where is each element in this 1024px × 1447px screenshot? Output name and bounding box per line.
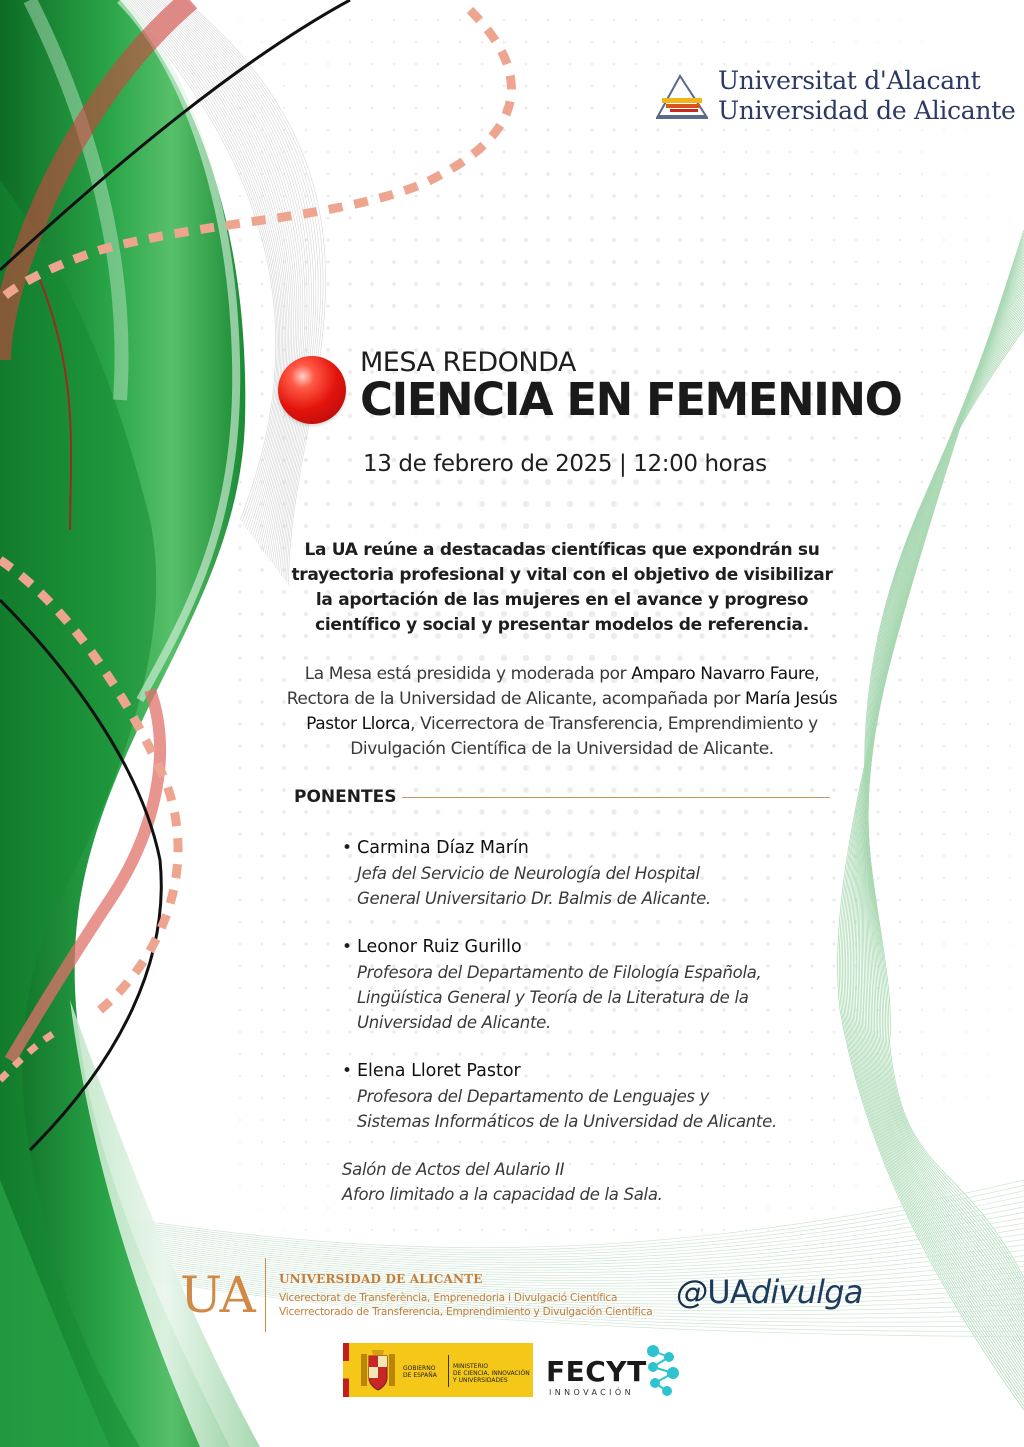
- university-name-es: Universidad de Alicante: [718, 96, 1016, 125]
- speaker-item: [342, 836, 842, 911]
- bullet-icon: •: [342, 937, 353, 957]
- at-sign: @: [676, 1273, 708, 1311]
- presidency-paragraph: [282, 662, 842, 762]
- ministerio-line: Y UNIVERSIDADES: [453, 1377, 508, 1384]
- speaker-item: [342, 935, 842, 1035]
- ua-footer-name: UNIVERSIDAD DE ALICANTE: [279, 1272, 483, 1286]
- event-datetime: 13 de febrero de 2025 | 12:00 horas: [363, 451, 767, 477]
- gobierno-line: DE ESPAÑA: [403, 1372, 437, 1379]
- ministerio-text: [453, 1363, 530, 1384]
- event-kicker: MESA REDONDA: [360, 347, 576, 378]
- presidency-text-3: , Vicerrectora de Transferencia, Emprendimiento y Divulgación Científica de la Universidad de Alicante.: [350, 714, 818, 759]
- ministerio-line: DE CIENCIA, INNOVACIÓN: [453, 1370, 530, 1377]
- flag-stripe: [343, 1343, 349, 1397]
- speaker-item: [342, 1059, 842, 1134]
- intro-paragraph: La UA reúne a destacadas científicas que expondrán su trayectoria profesional y vital con el objetivo de visibilizar la aportación de las mujeres en el avance y progreso científico y social y presentar modelos de referencia.: [291, 540, 833, 635]
- speaker-role: Jefa del Servicio de Neurología del Hospital General Universitario Dr. Balmis de Alicante.: [357, 864, 711, 908]
- social-handle-ua: UA: [707, 1273, 751, 1311]
- presidency-text-1: La Mesa está presidida y moderada por: [304, 664, 632, 684]
- molecule-icon: [641, 1343, 685, 1399]
- gobierno-logo: [343, 1343, 533, 1397]
- fecyt-wordmark: FECYT: [546, 1355, 647, 1388]
- speaker-name: Carmina Díaz Marín: [357, 838, 529, 858]
- president-name: Amparo Navarro Faure: [631, 664, 815, 684]
- social-handle[interactable]: [676, 1273, 863, 1311]
- fecyt-logo: [546, 1355, 647, 1388]
- speaker-role: Profesora del Departamento de Filología Española, Lingüística General y Teoría de la Literatura de la Universidad de Alicante.: [357, 963, 762, 1032]
- vicerrectorado-es: Vicerrectorado de Transferencia, Emprendimiento y Divulgación Científica: [279, 1306, 653, 1318]
- bullet-icon: •: [342, 1061, 353, 1081]
- ministerio-line: MINISTERIO: [453, 1363, 489, 1370]
- university-header-logo: [656, 66, 1016, 128]
- gobierno-divider: [448, 1355, 449, 1387]
- presidency-text-2: , Rectora de la Universidad de Alicante, acompañada por: [286, 664, 820, 709]
- speaker-name: Leonor Ruiz Gurillo: [357, 937, 522, 957]
- red-sphere-icon: [278, 356, 346, 424]
- venue-location: Salón de Actos del Aulario II: [342, 1160, 565, 1179]
- venue-capacity: Aforo limitado a la capacidad de la Sala.: [342, 1185, 663, 1204]
- speaker-list: [342, 836, 842, 1158]
- footer-divider: [265, 1258, 266, 1332]
- ua-logo-icon: [656, 70, 708, 120]
- ua-footer-mark: UA: [180, 1266, 255, 1324]
- vicerrectorado-ca: Vicerectorat de Transferència, Emprenedoria i Divulgació Científica: [279, 1292, 618, 1304]
- event-title: CIENCIA EN FEMENINO: [360, 373, 902, 426]
- section-divider: [402, 797, 830, 798]
- gobierno-text: [403, 1365, 437, 1379]
- university-name-ca: Universitat d'Alacant: [718, 66, 981, 95]
- vicerector-name: María Jesús Pastor Llorca: [306, 689, 838, 734]
- ua-footer-text: [279, 1271, 652, 1319]
- fecyt-subtitle: INNOVACIÓN: [549, 1388, 635, 1397]
- speaker-name: Elena Lloret Pastor: [357, 1061, 521, 1081]
- bullet-icon: •: [342, 838, 353, 858]
- speaker-role: Profesora del Departamento de Lenguajes y Sistemas Informáticos de la Universidad de Alicante.: [357, 1087, 777, 1131]
- venue-info: [342, 1157, 663, 1207]
- coat-of-arms-icon: [357, 1348, 399, 1392]
- ponentes-heading: PONENTES: [294, 787, 397, 807]
- gobierno-line: GOBIERNO: [403, 1365, 436, 1372]
- social-handle-rest: divulga: [750, 1273, 863, 1311]
